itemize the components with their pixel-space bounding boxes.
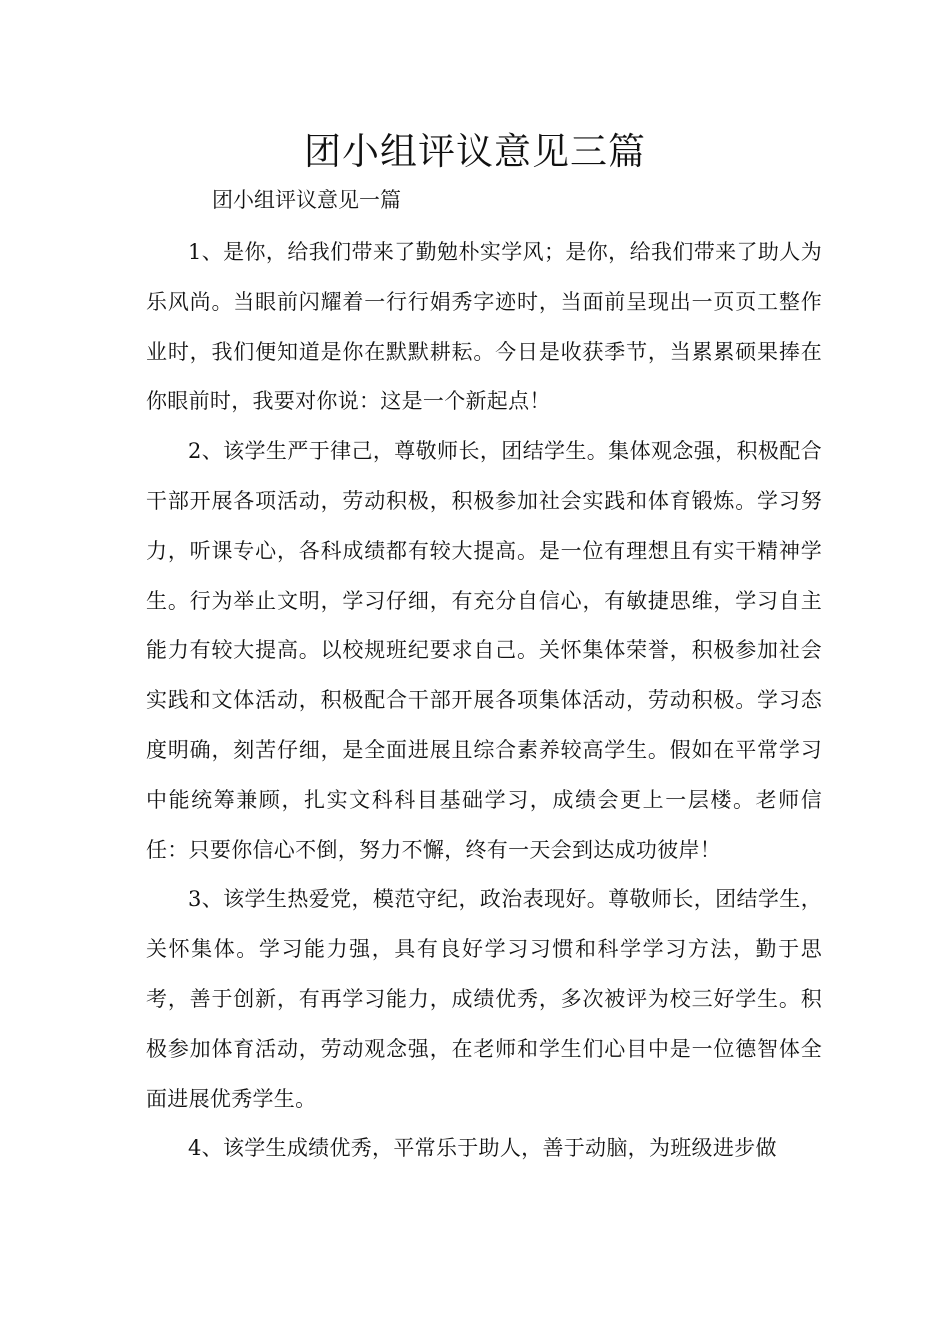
document-title: 团小组评议意见三篇 bbox=[304, 130, 646, 173]
paragraph-2: 2、该学生严于律己，尊敬师长，团结学生。集体观念强，积极配合干部开展各项活动，劳动积极，积极参加社会实践和体育锻炼。学习努力，听课专心，各科成绩都有较大提高。是一位有理想且有实干精神学生。行为举止文明，学习仔细，有充分自信心，有敏捷思维，学习自主能力有较大提高。以校规班纪要求自己。关怀集体荣誉，积极参加社会实践和文体活动，积极配合干部开展各项集体活动，劳动积极。学习态度明确，刻苦仔细，是全面进展且综合素养较高学生。假如在平常学习中能统筹兼顾，扎实文科科目基础学习，成绩会更上一层楼。老师信任：只要你信心不倒，努力不懈，终有一天会到达成功彼岸！ bbox=[146, 439, 822, 862]
document-subtitle: 团小组评议意见一篇 bbox=[212, 188, 401, 212]
paragraph-1: 1、是你，给我们带来了勤勉朴实学风；是你，给我们带来了助人为乐风尚。当眼前闪耀着一行行娟秀字迹时，当面前呈现出一页页工整作业时，我们便知道是你在默默耕耘。今日是收获季节，当累累硕果捧在你眼前时，我要对你说：这是一个新起点！ bbox=[146, 240, 822, 414]
document-body bbox=[146, 228, 822, 1174]
paragraph-3: 3、该学生热爱党，模范守纪，政治表现好。尊敬师长，团结学生，关怀集体。学习能力强，具有良好学习习惯和科学学习方法，勤于思考，善于创新，有再学习能力，成绩优秀，多次被评为校三好学生。积极参加体育活动，劳动观念强，在老师和学生们心目中是一位德智体全面进展优秀学生。 bbox=[146, 887, 822, 1111]
paragraph-4: 4、该学生成绩优秀，平常乐于助人，善于动脑，为班级进步做 bbox=[188, 1136, 777, 1161]
